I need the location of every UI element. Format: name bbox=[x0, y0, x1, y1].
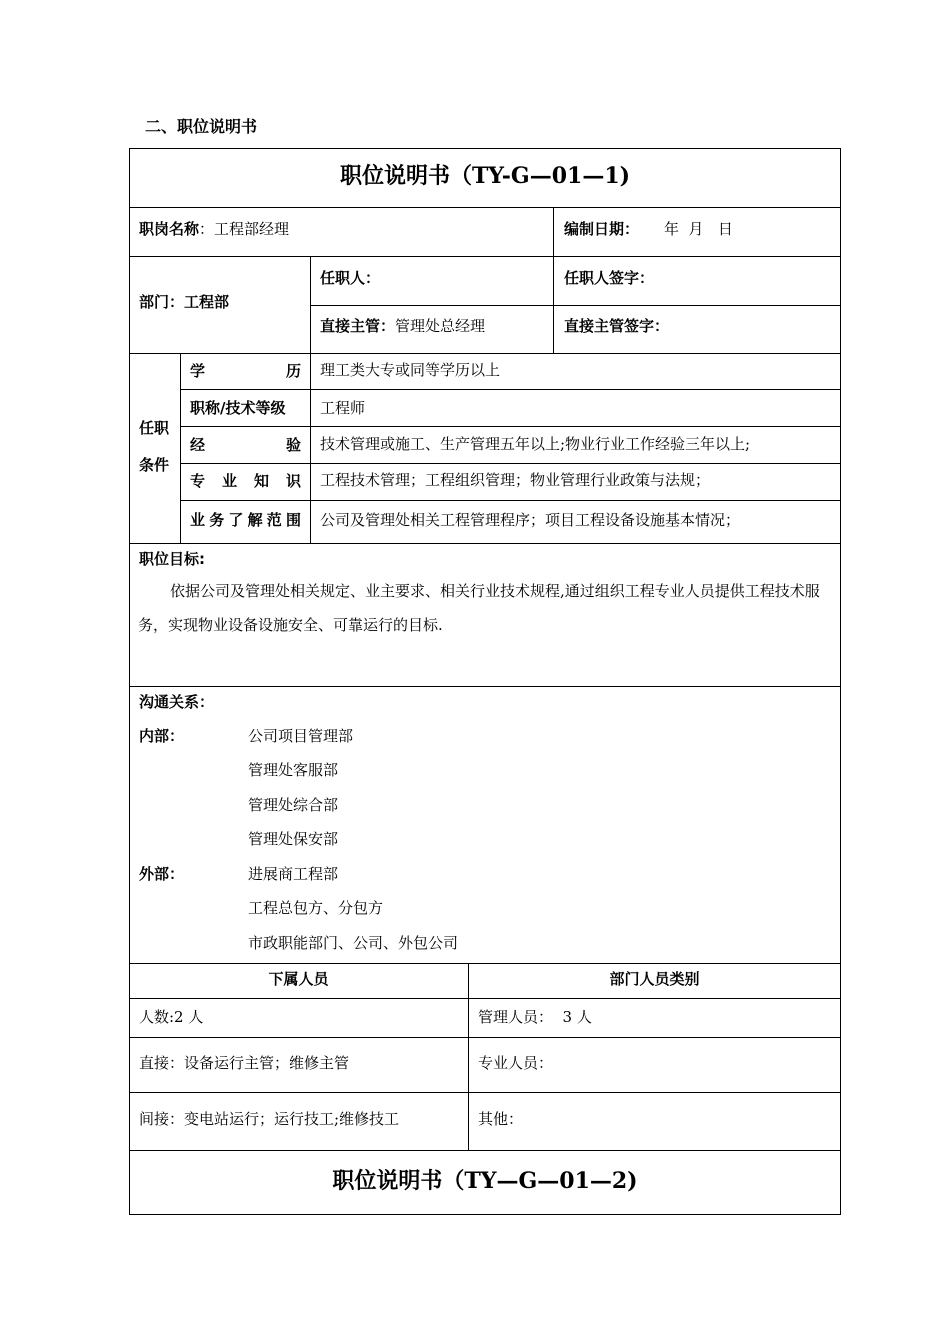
holder-signature-label: 任职人签字： bbox=[564, 269, 655, 287]
row-divider bbox=[129, 1037, 841, 1038]
professional-staff: 专业人员： bbox=[478, 1054, 554, 1072]
row-divider bbox=[129, 353, 841, 354]
subordinates-header: 下属人员 bbox=[268, 970, 329, 988]
row-divider bbox=[310, 305, 841, 306]
internal-item: 公司项目管理部 bbox=[248, 727, 354, 745]
headcount: 人数:2 人 bbox=[139, 1008, 204, 1026]
row-divider bbox=[129, 256, 841, 257]
row-divider bbox=[129, 207, 841, 208]
date-label: 编制日期： bbox=[564, 220, 640, 238]
column-divider bbox=[553, 207, 554, 353]
row-divider bbox=[180, 426, 841, 427]
row-divider bbox=[129, 1092, 841, 1093]
job-name-value: ：工程部经理 bbox=[199, 220, 290, 238]
requirement-value-title: 工程师 bbox=[320, 399, 366, 417]
indirect-reports: 间接：变电站运行；运行技工;维修技工 bbox=[139, 1110, 400, 1128]
external-item: 工程总包方、分包方 bbox=[248, 899, 384, 917]
communication-label: 沟通关系： bbox=[139, 693, 215, 711]
requirement-value-education: 理工类大专或同等学历以上 bbox=[320, 361, 501, 379]
row-divider bbox=[129, 963, 841, 964]
direct-reports: 直接：设备运行主管；维修主管 bbox=[139, 1054, 350, 1072]
row-divider bbox=[129, 543, 841, 544]
supervisor-field bbox=[320, 317, 485, 335]
section-heading: 二、职位说明书 bbox=[145, 117, 258, 136]
department-label: 部门：工程部 bbox=[139, 293, 230, 311]
internal-item: 管理处保安部 bbox=[248, 830, 339, 848]
requirements-label-line1: 任职 bbox=[139, 419, 170, 437]
document-title: 职位说明书（TY-G—01—1) bbox=[339, 163, 631, 189]
requirement-label-experience: 经 验 bbox=[190, 436, 301, 454]
row-divider bbox=[129, 686, 841, 687]
job-name-label: 职岗名称 bbox=[139, 220, 200, 238]
staff-category-header: 部门人员类别 bbox=[609, 970, 700, 988]
internal-item: 管理处客服部 bbox=[248, 761, 339, 779]
internal-label: 内部： bbox=[139, 727, 185, 745]
requirement-label-knowledge: 专 业 知 识 bbox=[190, 472, 301, 490]
requirement-label-education: 学 历 bbox=[190, 362, 301, 380]
goal-label: 职位目标: bbox=[139, 550, 205, 568]
other-staff: 其他： bbox=[478, 1110, 524, 1128]
row-divider bbox=[180, 500, 841, 501]
column-divider bbox=[468, 963, 469, 1150]
requirement-value-experience: 技术管理或施工、生产管理五年以上;物业行业工作经验三年以上; bbox=[320, 435, 751, 453]
supervisor-value: 管理处总经理 bbox=[395, 317, 486, 335]
external-label: 外部： bbox=[139, 865, 185, 883]
row-divider bbox=[129, 1150, 841, 1151]
row-divider bbox=[180, 463, 841, 464]
requirement-value-knowledge: 工程技术管理；工程组织管理；物业管理行业政策与法规； bbox=[320, 471, 711, 489]
requirements-label-line2: 条件 bbox=[139, 456, 170, 474]
column-divider bbox=[180, 353, 181, 543]
holder-label: 任职人： bbox=[320, 269, 381, 287]
document-title-2: 职位说明书（TY—G—01—2) bbox=[332, 1168, 638, 1194]
goal-text: 依据公司及管理处相关规定、业主要求、相关行业技术规程,通过组织工程专业人员提供工程技术服务，实现物业设备设施安全、可靠运行的目标. bbox=[138, 582, 820, 634]
row-divider bbox=[129, 998, 841, 999]
column-divider bbox=[310, 353, 311, 543]
supervisor-label: 直接主管： bbox=[320, 317, 396, 335]
requirement-label-title: 职称/技术等级 bbox=[190, 399, 286, 417]
requirement-value-business-scope: 公司及管理处相关工程管理程序；项目工程设备设施基本情况； bbox=[320, 511, 741, 529]
management-staff: 管理人员： 3 人 bbox=[478, 1008, 592, 1026]
internal-item: 管理处综合部 bbox=[248, 796, 339, 814]
job-name-field bbox=[139, 220, 289, 238]
date-value: 年 月 日 bbox=[664, 220, 733, 238]
requirement-label-business-scope: 业 务 了 解 范 围 bbox=[190, 511, 301, 529]
row-divider bbox=[180, 389, 841, 390]
column-divider bbox=[310, 256, 311, 353]
external-item: 进展商工程部 bbox=[248, 865, 339, 883]
external-item: 市政职能部门、公司、外包公司 bbox=[248, 934, 459, 952]
supervisor-signature-label: 直接主管签字： bbox=[564, 317, 670, 335]
